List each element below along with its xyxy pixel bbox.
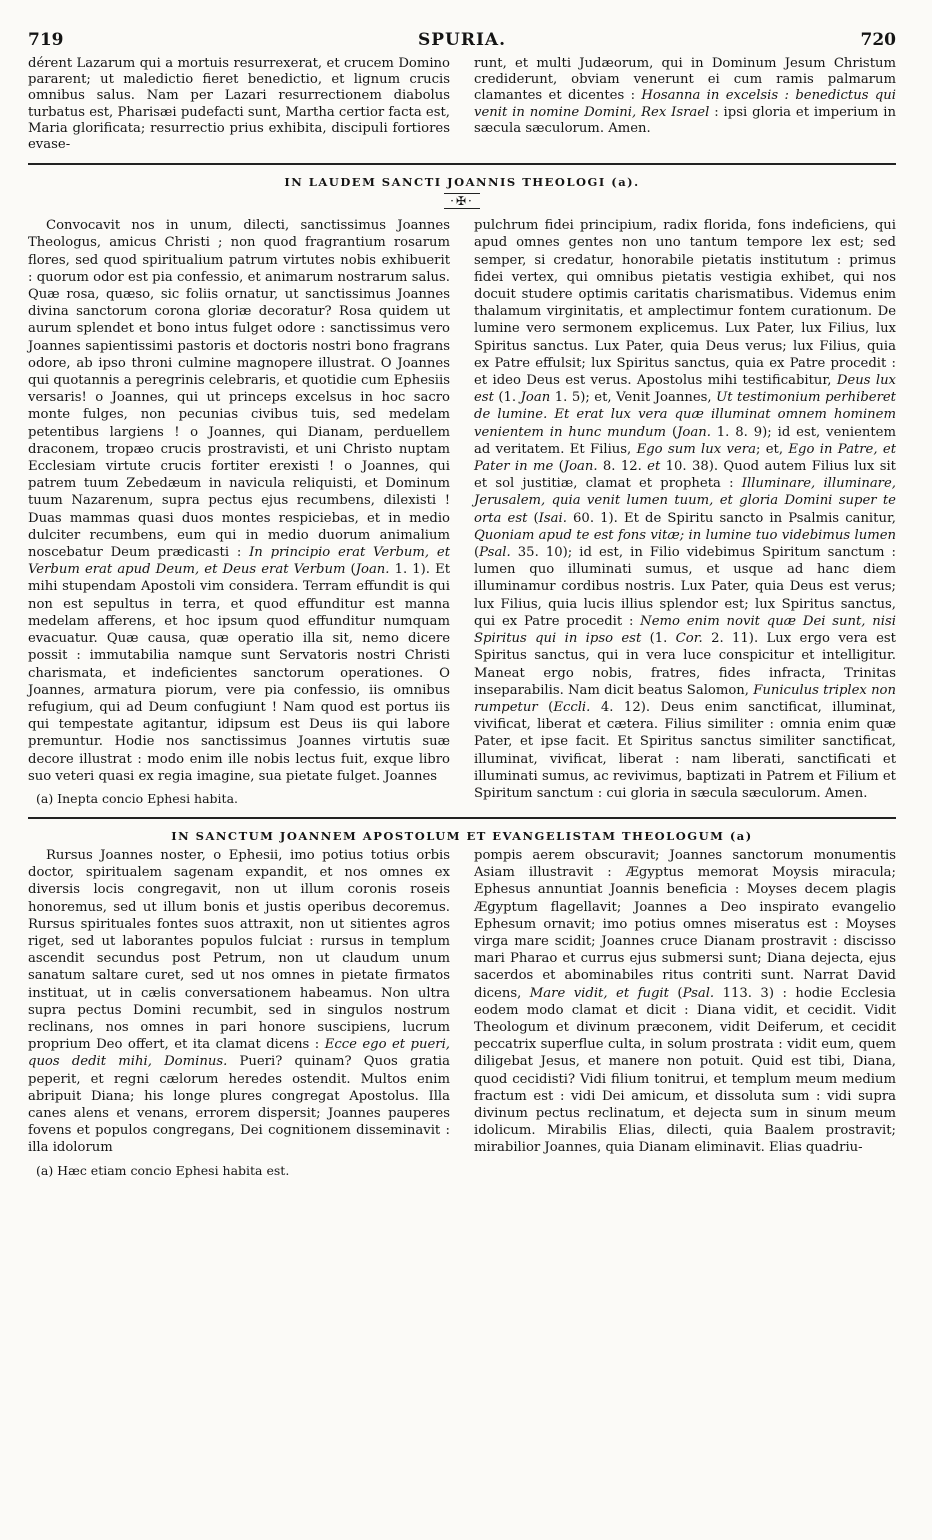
text-run: 35. 10); id est, in Filio videbimus Spiritum sanctum : lumen quo illuminati sumus, et usque ad hanc diem illuminamur cordibus nostris. Lux Pater, quia Deus est verus; lux Filius, quia lucis illius splendor est; lux Spiritus sanctus, qui ex Patre procedit : bbox=[474, 545, 896, 629]
italic-run: Ut testimonium perhiberet de lumine. Et erat lux vera quæ illuminat omnem hominem venientem in hunc mundum bbox=[474, 390, 896, 440]
italic-run: Quoniam apud te est fons vitæ; in lumine tuo videbimus lumen bbox=[474, 527, 896, 543]
section2-right-text bbox=[474, 847, 896, 1157]
section1-left-text bbox=[28, 217, 450, 785]
italic-run: Funiculus triplex non rumpetur bbox=[474, 682, 896, 715]
running-title: SPURIA. bbox=[417, 30, 507, 50]
section1-footnote: (a) Inepta concio Ephesi habita. bbox=[36, 790, 239, 806]
top-continuation bbox=[28, 56, 896, 153]
italic-run: Cor. bbox=[675, 631, 703, 647]
text-run: runt, et multi Judæorum, qui in Dominum Jesum Christum crediderunt, obviam venerunt ei cum ramis palmarum clamantes et dicentes : bbox=[474, 56, 896, 104]
text-run: pulchrum fidei principium, radix florida, fons indeficiens, qui apud omnes gentes non uno tantum tempore lex est; sed semper, si credatur, honorabile pietatis institutum : primus fidei vertex, qui omnibus pietatis vestigia exhibet, qui nos docuit studere optimis caritatis charismatibus. Videmus enim thalamum virginitatis, et amplectimur fontem curationum. De lumine vero sermonem explicemus. Lux Pater, lux Filius, lux Spiritus sanctus. Lux Pater, quia Deus verus; lux Filius, quia ex Patre effulsit; lux Spiritus sanctus, quia ex Patre procedit : et ideo Deus est verus. Apostolus mihi testificabitur, bbox=[474, 218, 896, 389]
top-right-column bbox=[474, 56, 896, 153]
section1-right-column bbox=[474, 217, 896, 807]
italic-run: Ego in Patre, et Pater in me bbox=[474, 441, 896, 475]
text-run: 8. 12. bbox=[597, 459, 648, 475]
section-divider-1 bbox=[28, 163, 896, 165]
text-run: 1. 8. 9); id est, venientem ad veritatem. Et Filius, bbox=[474, 424, 896, 457]
italic-run: Ego sum lux vera bbox=[636, 441, 756, 457]
section1-right-text bbox=[474, 217, 896, 802]
text-run: 1. 5); et, Venit Joannes, bbox=[550, 390, 717, 406]
text-run: ( bbox=[345, 562, 356, 578]
top-left-text: dérent Lazarum qui a mortuis resurrexerat, et crucem Domino pararent; ut maledictio fieret benedictio, et lignum crucis omnibus salus. Nam per Lazari resurrectionem diabolus turbatus est, Pharisæi pudefacti sunt, Martha certior facta est, Maria glorificata; resurrectio prius exhibita, discipuli fortiores evase- bbox=[28, 56, 450, 153]
text-run: ( bbox=[668, 985, 683, 1001]
section2-left-column bbox=[28, 847, 450, 1179]
italic-run: Joan. bbox=[677, 424, 711, 440]
text-run: ( bbox=[474, 545, 480, 561]
italic-run: Eccli. bbox=[553, 699, 591, 715]
left-page-number: 719 bbox=[28, 30, 64, 50]
italic-run: Joan. bbox=[355, 562, 390, 578]
italic-run: In principio erat Verbum, et Verbum erat apud Deum, et Deus erat Verbum bbox=[28, 545, 450, 578]
italic-run: Joan bbox=[520, 390, 551, 406]
italic-run: Joan. bbox=[563, 459, 598, 475]
section2-right-column bbox=[474, 847, 896, 1179]
section-divider-2 bbox=[28, 817, 896, 819]
italic-run: et bbox=[647, 459, 661, 475]
text-run: ( bbox=[537, 699, 554, 715]
page bbox=[28, 30, 896, 1179]
text-run: pompis aerem obscuravit; Joannes sanctorum monumentis Asiam illustravit : Ægyptus memorat Moysis miracula; Ephesus annuntiat Joannis beneficia : Moyses decem plagis Ægyptum flagellavit; Joannes a Deo inspirato evangelio Ephesum ornavit; imo potius omnes miseratus est : Moyses virga mare scidit; Joannes cruce Dianam prostravit : discisso mari Pharao et currus ejus submersi sunt; Diana dejecta, ejus sacerdos et abominabiles ritus contriti sunt. Narrat David dicens, bbox=[474, 847, 896, 1001]
text-run: 113. 3) : hodie Ecclesia eodem modo clamat et dicit : Diana vidit, et cecidit. Vidit Theologum et divinum præconem, vidit Deiferum, et cecidit peccatrix superflue culta, in solum prostrata : vidit eum, quem diligebat Jesus, et manere non potuit. Quid est tibi, Diana, quod cecidisti? Vidi filium tonitrui, et templum meum medium fractum est : vidi Dei amicum, et dissoluta sum : vidi supra divinum pectus reclinatum, et dejecta sum in sinum meum idolicum. Mirabilis Elias, dilecti, quia Baalem prostravit; mirabilior Joannes, quia Dianam eliminavit. Elias quadriu- bbox=[474, 985, 896, 1156]
italic-run: Mare vidit, et fugit bbox=[529, 985, 669, 1001]
section2-left-text bbox=[28, 847, 450, 1157]
text-run: 2. 11). Lux ergo vera est Spiritus sanctus, qui in vera luce conspicitur et intelligitur. Maneat ergo nobis, fratres, fides infracta, Trinitas inseparabilis. Nam dicit beatus Salomon, bbox=[474, 631, 896, 698]
text-run: ; et, bbox=[755, 441, 789, 457]
section2-body bbox=[28, 847, 896, 1179]
italic-run: Psal. bbox=[682, 985, 715, 1001]
italic-run: Illuminare, illuminare, Jerusalem, quia venit lumen tuum, et gloria Domini super te orta est bbox=[474, 476, 896, 526]
text-run: 4. 12). Deus enim sanctificat, illuminat, vivificat, liberat et cætera. Filius similiter : omnia enim quæ Pater, et ipse facit. Et Spiritus sanctus similiter sanctificat, illuminat, vivificat, liberat : nam liberati, sanctificati et illuminati sumus, ac revivimus, baptizati in Patrem et Filium et Spiritum sanctum : cui gloria in sæcula sæculorum. Amen. bbox=[474, 699, 896, 801]
italic-run: Deus lux est bbox=[474, 373, 896, 406]
text-run: : ipsi gloria et imperium in sæcula sæculorum. Amen. bbox=[474, 104, 896, 136]
running-head bbox=[28, 30, 896, 56]
text-run: ( bbox=[553, 459, 564, 475]
section2-title: IN SANCTUM JOANNEM APOSTOLUM ET EVANGELISTAM THEOLOGUM (a) bbox=[171, 828, 753, 843]
text-run: ( bbox=[666, 424, 678, 440]
text-run: 10. 38). Quod autem Filius lux sit et sol justitiæ, clamat et propheta : bbox=[474, 459, 896, 492]
section1-body bbox=[28, 217, 896, 807]
text-run: Convocavit nos in unum, dilecti, sanctissimus Joannes Theologus, amicus Christi ; non quod fragrantium rosarum flores, sed quod spiritualium patrum virtutes nobis exhibuerit : quorum odor est pia confessio, et animarum nostrarum salus. Quæ rosa, quæso, sic foliis ornatur, ut sanctissimus Joannes divina sanctorum corona gloriæ decoratur? Rosa quidem ut aurum splendet et bono intus fulget odore : sanctissimus vero Joannes sapientissimi pastoris et doctoris nostri bono fragrans odore, ab ipso throni culmine magnopere illustrat. O Joannes qui quotannis a peregrinis celebraris, et quotidie cum Ephesiis versaris! o Joannes, qui ut princeps excelsus in hoc sacro monte fulges, non pecunias civibus tuis, sed medelam petentibus largiens ! o Joannes, qui Dianam, perduellem draconem, tropæo crucis prostravisti, et uni Christo nuptam Ecclesiam virtute crucis fortiter erexisti ! o Joannes, qui patrem tuum Zebedæum in navicula reliquisti, et Dominum tuum Nazarenum, supra pectus ejus recumbens, dilexisti ! Duas mammas quasi duos montes respiciebas, et in medio dulciter recumbens, eum qui in medio duorum animalium noscebatur Deum prædicasti : bbox=[28, 218, 450, 561]
section1-left-column bbox=[28, 217, 450, 807]
text-run: Pueri? quinam? Quos gratia peperit, et regni cælorum heredes ostendit. Multos enim abripuit Diana; his longe plures congregat Apostolus. Illa canes alens et venans, errorem dispersit; Joannes pauperes fovens et populos congregans, Dei cognitionem disseminavit : illa idolorum bbox=[28, 1054, 450, 1156]
italic-run: Isai. bbox=[538, 510, 567, 526]
italic-run: Psal. bbox=[479, 545, 511, 561]
section1-title: IN LAUDEM SANCTI JOANNIS THEOLOGI (a). bbox=[284, 175, 640, 190]
text-run: (1. bbox=[493, 390, 521, 406]
top-left-column bbox=[28, 56, 450, 153]
text-run: 1. 1). Et mihi stupendam Apostoli vim considera. Terram effundit is qui non est sepultus in terra, et quod effunditur est manna medelam afferens, et hoc ipsum quod effunditur numquam evacuatur. Quæ causa, quæ operatio illa sit, nemo dicere possit : immutabilia namque sunt Servatoris nostri Christi charismata, et indeficientes sanctorum operationes. O Joannes, armatura piorum, vere pia confessio, iis omnibus refugium, qui ad Deum confugiunt ! Nam quod est portus iis qui tempestate agitantur, idipsum est Deus iis qui labore premuntur. Hodie nos sanctissimus Joannes virtutis suæ decore illustrat : modo enim ille nobis lectus fuit, exque libro suo veteri quasi ex regia imagine, sua pietate fulget. Joannes bbox=[28, 562, 451, 784]
text-run: ( bbox=[527, 510, 539, 526]
section2-footnote: (a) Hæc etiam concio Ephesi habita est. bbox=[36, 1162, 290, 1178]
text-run: Rursus Joannes noster, o Ephesii, imo potius totius orbis doctor, spiritualem sagenam expandit, et nos omnes ex diversis locis congregavit, non ut illum coronis roseis honoremus, sed ut illum bonis et justis operibus decoremus. Rursus spirituales fontes suos attraxit, non ut sitientes agros riget, sed ut laborantes populos fulciat : rursus in templum ascendit secundus post Petrum, non ut claudum unum sanatum saltare curet, sed ut nos omnes in pietate firmatos instituat, ut in cælis conversationem habeamus. Non ultra supra pectus Domini recumbit, sed in singulos nostrum reclinans, nos omnes in pari honore suscipiens, lucrum proprium Deo offert, et ita clamat dicens : bbox=[28, 847, 450, 1053]
right-page-number: 720 bbox=[860, 30, 896, 50]
ornament bbox=[28, 193, 896, 209]
ornament-glyph: ·✠· bbox=[444, 193, 480, 209]
italic-run: Ecce ego et pueri, quos dedit mihi, Dominus. bbox=[28, 1037, 450, 1070]
top-right-text bbox=[474, 56, 896, 137]
italic-run: Nemo enim novit quæ Dei sunt, nisi Spiritus qui in ipso est bbox=[474, 613, 896, 647]
text-run: 60. 1). Et de Spiritu sancto in Psalmis canitur, bbox=[566, 510, 896, 526]
italic-run: Hosanna in excelsis : benedictus qui venit in nomine Domini, Rex Israel bbox=[474, 88, 896, 120]
text-run: (1. bbox=[641, 631, 676, 647]
